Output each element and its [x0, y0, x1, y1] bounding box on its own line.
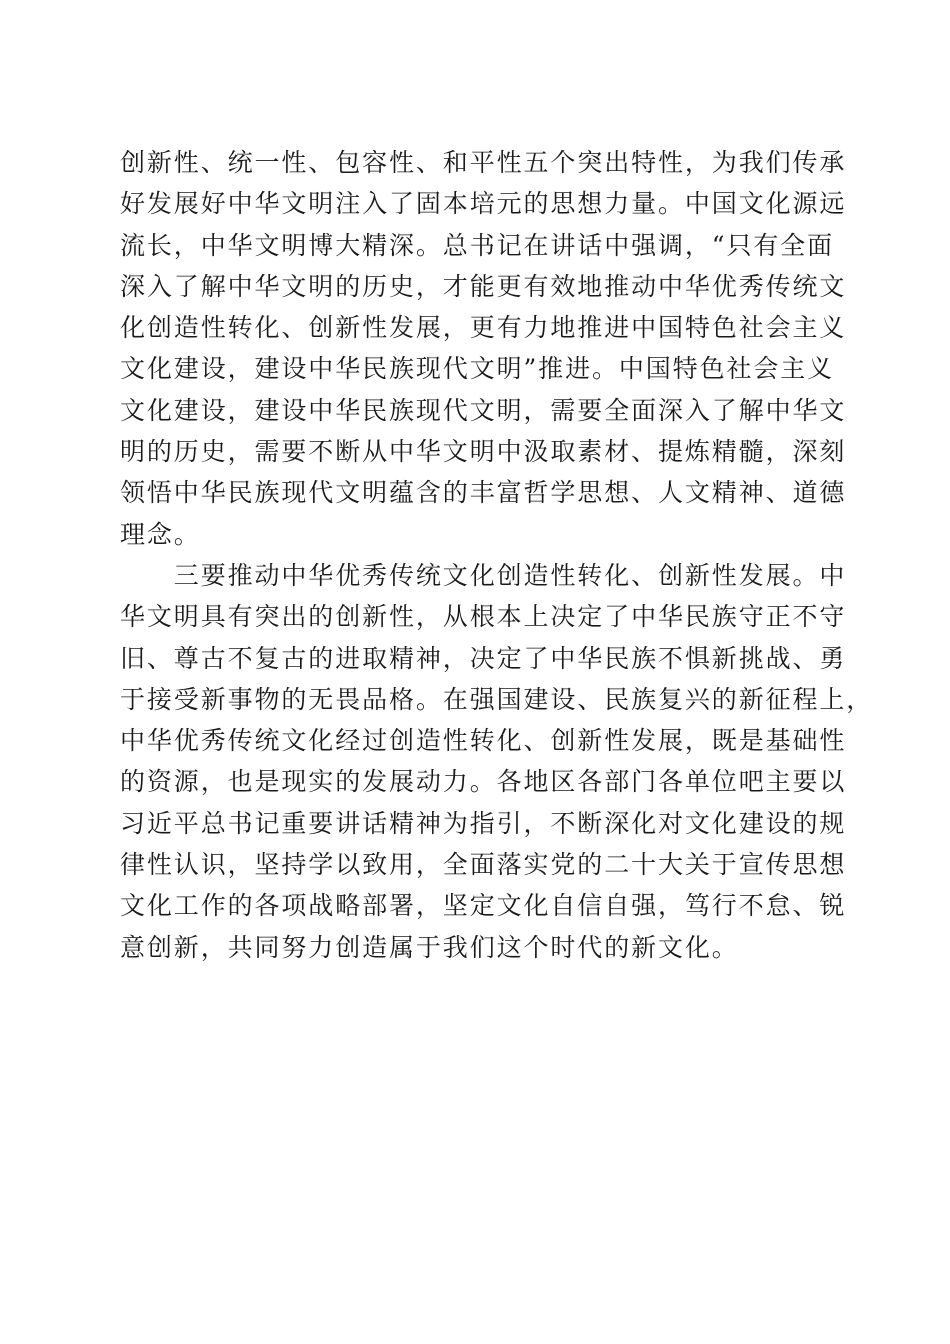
text-line: 文化建设，建设中华民族现代文明”推进。中国特色社会主义	[120, 354, 835, 384]
text-line: 文化建设，建设中华民族现代文明，需要全面深入了解中华文	[120, 395, 847, 425]
text-line: 理念。	[120, 519, 201, 549]
text-line: 旧、尊古不复古的进取精神，决定了中华民族不惧新挑战、勇	[120, 643, 847, 673]
text-line: 化创造性转化、创新性发展，更有力地推进中国特色社会主义	[120, 313, 847, 343]
paragraph-2	[120, 555, 874, 968]
text-line: 习近平总书记重要讲话精神为指引，不断深化对文化建设的规	[120, 808, 847, 838]
text-line: 意创新，共同努力创造属于我们这个时代的新文化。	[120, 932, 739, 962]
text-line: 流长，中华文明博大精深。总书记在讲话中强调，“只有全面	[120, 230, 835, 260]
text-line: 的资源，也是现实的发展动力。各地区各部门各单位吧主要以	[120, 767, 847, 797]
text-line: 律性认识，坚持学以致用，全面落实党的二十大关于宣传思想	[120, 850, 847, 880]
text-line: 于接受新事物的无畏品格。在强国建设、民族复兴的新征程上，	[120, 684, 874, 714]
text-line: 创新性、统一性、包容性、和平性五个突出特性，为我们传承	[120, 148, 847, 177]
text-line: 文化工作的各项战略部署，坚定文化自信自强，笃行不怠、锐	[120, 891, 847, 921]
text-line: 好发展好中华文明注入了固本培元的思想力量。中国文化源远	[120, 189, 847, 219]
text-line: 深入了解中华文明的历史，才能更有效地推动中华优秀传统文	[120, 271, 847, 301]
body-text	[120, 142, 874, 968]
paragraph-1	[120, 142, 847, 555]
text-line: 明的历史，需要不断从中华文明中汲取素材、提炼精髓，深刻	[120, 437, 847, 467]
text-line: 三要推动中华优秀传统文化创造性转化、创新性发展。中	[120, 560, 847, 590]
text-line: 领悟中华民族现代文明蕴含的丰富哲学思想、人文精神、道德	[120, 478, 847, 508]
text-line: 华文明具有突出的创新性，从根本上决定了中华民族守正不守	[120, 602, 847, 632]
text-line: 中华优秀传统文化经过创造性转化、创新性发展，既是基础性	[120, 726, 847, 756]
